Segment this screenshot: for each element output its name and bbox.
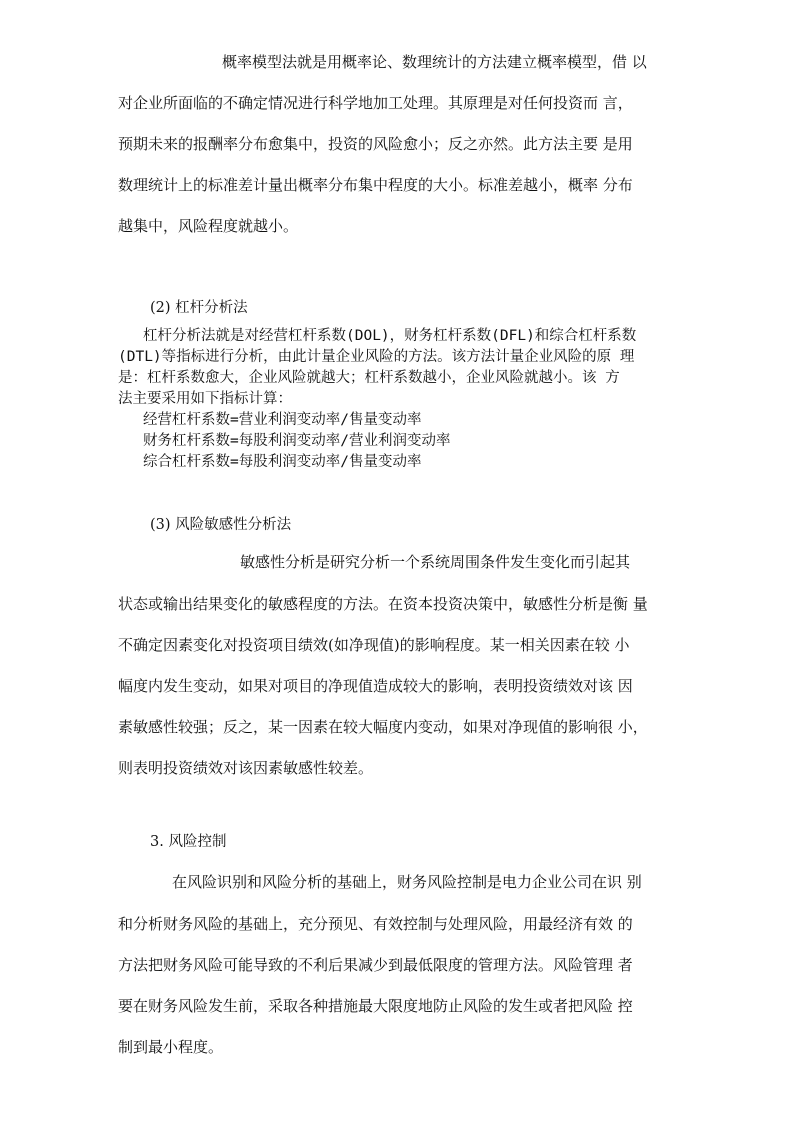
paragraph-line: 幅度内发生变动，如果对项目的净现值造成较大的影响，表明投资绩效对该 因 <box>118 677 633 695</box>
paragraph-line: 制到最小程度。 <box>118 1038 224 1056</box>
paragraph-line: 素敏感性较强；反之，某一因素在较大幅度内变动，如果对净现值的影响很 小， <box>118 718 648 736</box>
paragraph-line: 则表明投资绩效对该因素敏感性较差。 <box>118 759 374 777</box>
section-heading: (3) 风险敏感性分析法 <box>150 517 292 533</box>
formula-line: 综合杠杆系数=每股利润变动率/售量变动率 <box>143 454 422 470</box>
formula-line: 财务杠杆系数=每股利润变动率/营业利润变动率 <box>143 433 451 449</box>
paragraph-line: 预期未来的报酬率分布愈集中，投资的风险愈小；反之亦然。此方法主要 是用 <box>118 135 633 153</box>
paragraph-line: 数理统计上的标准差计量出概率分布集中程度的大小。标准差越小，概率 分布 <box>118 176 633 194</box>
paragraph-line: 要在财务风险发生前，采取各种措施最大限度地防止风险的发生或者把风险 控 <box>118 997 633 1015</box>
paragraph-line: 在风险识别和风险分析的基础上，财务风险控制是电力企业公司在识 别 <box>172 873 642 891</box>
paragraph-line: 对企业所面临的不确定情况进行科学地加工处理。其原理是对任何投资而 言， <box>118 94 633 112</box>
paragraph-line: 杠杆分析法就是对经营杠杆系数(DOL)，财务杠杆系数(DFL)和综合杠杆系数 <box>143 328 637 344</box>
paragraph-line: 敏感性分析是研究分析一个系统周围条件发生变化而引起其 <box>240 553 631 571</box>
paragraph-line: 方法把财务风险可能导致的不利后果减少到最低限度的管理方法。风险管理 者 <box>118 956 633 974</box>
paragraph-line: 状态或输出结果变化的敏感程度的方法。在资本投资决策中，敏感性分析是衡 量 <box>118 595 648 613</box>
section-heading: (2) 杠杆分析法 <box>150 300 248 316</box>
paragraph-line: 法主要采用如下指标计算： <box>118 391 292 407</box>
paragraph-line: 是：杠杆系数愈大，企业风险就越大；杠杆系数越小，企业风险就越小。该 方 <box>118 370 620 386</box>
paragraph-line: 和分析财务风险的基础上，充分预见、有效控制与处理风险，用最经济有效 的 <box>118 915 633 933</box>
formula-line: 经营杠杆系数=营业利润变动率/售量变动率 <box>143 412 422 428</box>
paragraph-line: (DTL)等指标进行分析，由此计量企业风险的方法。该方法计量企业风险的原 理 <box>118 349 635 365</box>
paragraph-line: 概率模型法就是用概率论、数理统计的方法建立概率模型，借 以 <box>222 53 647 71</box>
paragraph-line: 越集中，风险程度就越小。 <box>118 217 299 235</box>
section-heading: 3. 风险控制 <box>150 834 227 850</box>
paragraph-line: 不确定因素变化对投资项目绩效(如净现值)的影响程度。某一相关因素在较 小 <box>118 636 630 654</box>
